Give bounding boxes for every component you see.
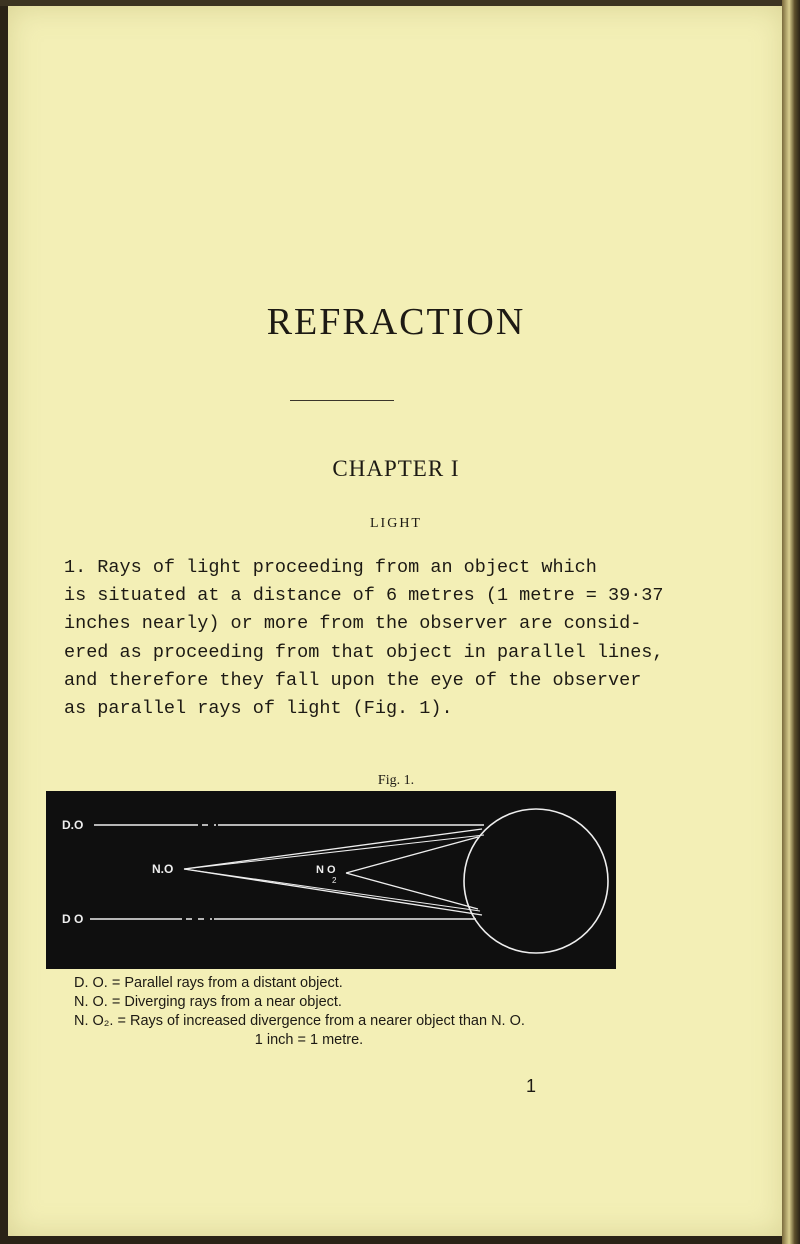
chapter-subheading: LIGHT [370,516,422,531]
title-divider [290,400,394,401]
refraction-figure [46,791,616,969]
chapter-heading: CHAPTER I [332,456,460,481]
paragraph-line: 1. Rays of light proceeding from an object which [64,557,597,578]
book-page [8,6,784,1236]
book-page-edge [782,0,800,1244]
label-do-top: D.O [62,818,84,832]
label-no2: N O [316,864,336,876]
label-no2-subscript: 2 [332,876,337,885]
caption-line: N. O₂. = Rays of increased divergence from a nearer object than N. O. [74,1013,525,1029]
caption-line: D. O. = Parallel rays from a distant object. [74,975,343,991]
figure-caption [74,974,634,1050]
paragraph-line: and therefore they fall upon the eye of the observer [64,669,642,691]
label-no: N.O [152,862,174,876]
label-do-bottom: D O [62,912,84,926]
page-number: 1 [526,1076,537,1096]
caption-line: N. O. = Diverging rays from a near object. [74,994,342,1010]
page-title: REFRACTION [266,301,526,343]
caption-scale: 1 inch = 1 metre. [254,1032,364,1048]
paragraph-line: inches nearly) or more from the observer are consid- [64,613,642,635]
paragraph-line: as parallel rays of light (Fig. 1). [64,698,453,720]
figure-label: Fig. 1. [377,773,415,788]
figure-background [46,791,616,969]
paragraph-line: ered as proceeding from that object in parallel lines, [64,641,664,663]
body-paragraph [64,554,664,723]
paragraph-line: is situated at a distance of 6 metres (1 metre = 39·37 [64,585,664,607]
